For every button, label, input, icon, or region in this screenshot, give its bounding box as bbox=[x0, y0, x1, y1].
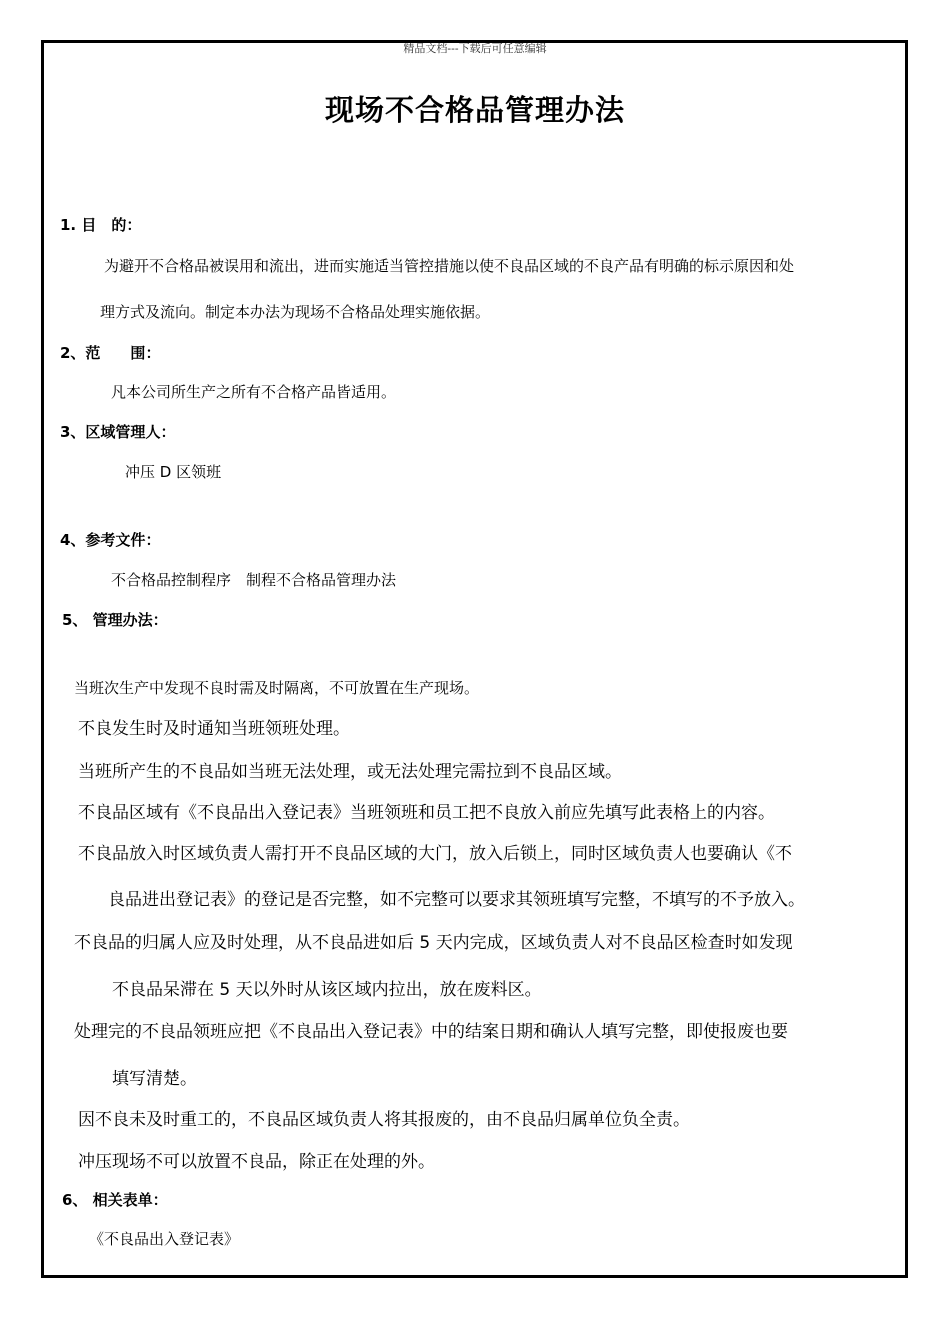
section-5-line-3: 当班所产生的不良品如当班无法处理，或无法处理完需拉到不良品区域。 bbox=[78, 762, 622, 782]
section-6-heading: 6、 相关表单： bbox=[62, 1191, 168, 1209]
section-1-line-1: 为避开不合格品被误用和流出，进而实施适当管控措施以使不良品区域的不良产品有明确的标示原因和处 bbox=[104, 257, 795, 275]
section-2-line-1: 凡本公司所生产之所有不合格产品皆适用。 bbox=[111, 383, 397, 401]
section-5-line-5: 不良品放入时区域负责人需打开不良品区域的大门，放入后锁上，同时区域负责人也要确认《不 bbox=[78, 844, 792, 864]
section-3-line-1: 冲压 D 区领班 bbox=[125, 463, 222, 481]
page-title: 现场不合格品管理办法 bbox=[324, 93, 625, 127]
section-5-heading: 5、 管理办法： bbox=[62, 611, 168, 629]
section-2-heading: 2、范 围： bbox=[60, 344, 161, 362]
section-5-line-1: 当班次生产中发现不良时需及时隔离，不可放置在生产现场。 bbox=[74, 679, 480, 697]
section-5-line-9: 处理完的不良品领班应把《不良品出入登记表》中的结案日期和确认人填写完整，即使报废也要 bbox=[74, 1022, 788, 1042]
section-4-heading: 4、参考文件： bbox=[60, 531, 161, 549]
section-5-line-12: 冲压现场不可以放置不良品，除正在处理的外。 bbox=[78, 1152, 435, 1172]
section-6-line-1: 《不良品出入登记表》 bbox=[89, 1230, 240, 1248]
section-4-line-1: 不合格品控制程序 制程不合格品管理办法 bbox=[111, 571, 397, 589]
section-5-line-11: 因不良未及时重工的，不良品区域负责人将其报废的，由不良品归属单位负全责。 bbox=[78, 1110, 690, 1130]
page-border bbox=[41, 40, 908, 1278]
section-3-heading: 3、区域管理人： bbox=[60, 423, 176, 441]
section-5-line-7: 不良品的归属人应及时处理，从不良品进如后 5 天内完成，区域负责人对不良品区检查时如发现 bbox=[74, 933, 793, 953]
section-5-line-4: 不良品区域有《不良品出入登记表》当班领班和员工把不良放入前应先填写此表格上的内容。 bbox=[78, 803, 775, 823]
section-5-line-6: 良品进出登记表》的登记是否完整，如不完整可以要求其领班填写完整，不填写的不予放入。 bbox=[108, 890, 805, 910]
section-1-heading: 1. 目 的： bbox=[60, 216, 142, 234]
watermark: 精品文档---下载后可任意编辑 bbox=[403, 42, 547, 55]
section-1-line-2: 理方式及流向。制定本办法为现场不合格品处理实施依据。 bbox=[100, 303, 491, 321]
section-5-line-10: 填写清楚。 bbox=[112, 1069, 197, 1089]
section-5-line-2: 不良发生时及时通知当班领班处理。 bbox=[78, 719, 350, 739]
section-5-line-8: 不良品呆滞在 5 天以外时从该区域内拉出，放在废料区。 bbox=[112, 980, 542, 1000]
